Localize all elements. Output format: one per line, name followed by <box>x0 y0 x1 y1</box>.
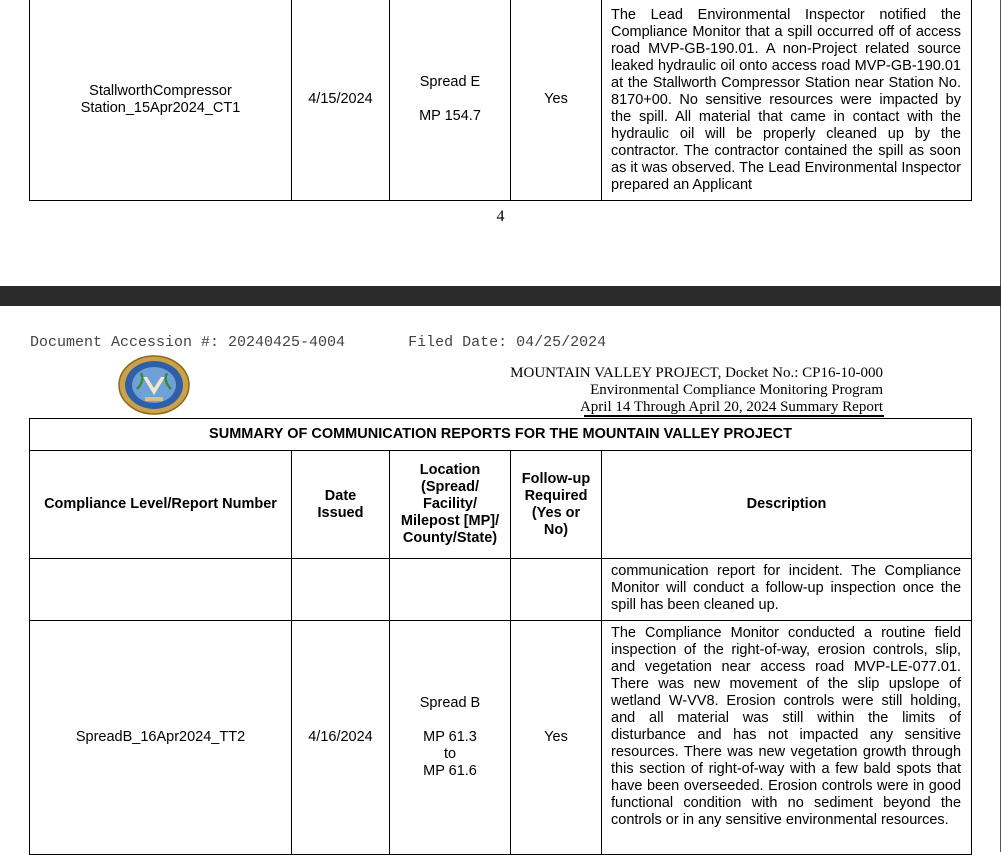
location <box>390 559 511 621</box>
date-issued <box>292 559 390 621</box>
table-row <box>30 0 972 201</box>
table-header-row <box>30 451 972 559</box>
report-header <box>470 365 883 416</box>
header-line-project: MOUNTAIN VALLEY PROJECT, Docket No.: CP16-10-000 <box>510 365 883 381</box>
filed-date: Filed Date: 04/25/2024 <box>408 334 607 351</box>
location: Spread E MP 154.7 <box>390 0 511 201</box>
follow-up: Yes <box>511 0 602 201</box>
header-rule <box>584 415 884 417</box>
date-issued: 4/16/2024 <box>292 621 390 855</box>
follow-up: Yes <box>511 621 602 855</box>
column-header-description: Description <box>602 451 972 559</box>
table-title: SUMMARY OF COMMUNICATION REPORTS FOR THE MOUNTAIN VALLEY PROJECT <box>30 419 972 451</box>
report-number <box>30 559 292 621</box>
page-separator <box>0 286 1001 306</box>
column-header-location: Location (Spread/ Facility/ Milepost [MP]/ County/State) <box>390 451 511 559</box>
page-number: 4 <box>496 208 505 225</box>
header-line-program: Environmental Compliance Monitoring Program <box>590 382 883 398</box>
document-accession <box>30 334 606 351</box>
follow-up <box>511 559 602 621</box>
description: The Compliance Monitor conducted a routine field inspection of the right-of-way, erosion controls, slip, and vegetation near access road MVP-LE-077.01. There was new movement of the slip upslope of wetland W-VV8. Erosion controls were still holding, and all material was still within the limits of disturbance and has not impacted any sensitive resources. There was new vegetation growth through this section of right-of-way with a few bald spots that have been overseeded. Erosion controls were in good functional condition with no sediment beyond the controls or in any sensitive environmental resources. <box>602 621 972 855</box>
table-row <box>30 559 972 621</box>
column-header-report: Compliance Level/Report Number <box>30 451 292 559</box>
page-top-table <box>29 0 972 201</box>
page-top <box>0 0 1001 286</box>
table-row <box>30 621 972 855</box>
date-issued: 4/15/2024 <box>292 0 390 201</box>
column-header-date: Date Issued <box>292 451 390 559</box>
accession-number: Document Accession #: 20240425-4004 <box>30 334 346 351</box>
ferc-seal-icon <box>117 355 191 415</box>
report-number: SpreadB_16Apr2024_TT2 <box>30 621 292 855</box>
summary-table <box>29 418 972 855</box>
description: The Lead Environmental Inspector notified the Compliance Monitor that a spill occurred off of access road MVP-GB-190.01. A non-Project related source leaked hydraulic oil onto access road MVP-GB-190.01 at the Stallworth Compressor Station near Station No. 8170+00. No sensitive resources were impacted by the spill. All material that came in contact with the hydraulic oil will be properly cleaned up by the contractor. The contractor contained the spill as soon as it was observed. The Lead Environmental Inspector prepared an Applicant <box>602 0 972 201</box>
report-number: StallworthCompressor Station_15Apr2024_CT1 <box>30 0 292 201</box>
header-line-period: April 14 Through April 20, 2024 Summary Report <box>579 399 883 415</box>
description: communication report for incident. The Compliance Monitor will conduct a follow-up inspection once the spill has been cleaned up. <box>602 559 972 621</box>
column-header-followup: Follow-up Required (Yes or No) <box>511 451 602 559</box>
location: Spread B MP 61.3 to MP 61.6 <box>390 621 511 855</box>
